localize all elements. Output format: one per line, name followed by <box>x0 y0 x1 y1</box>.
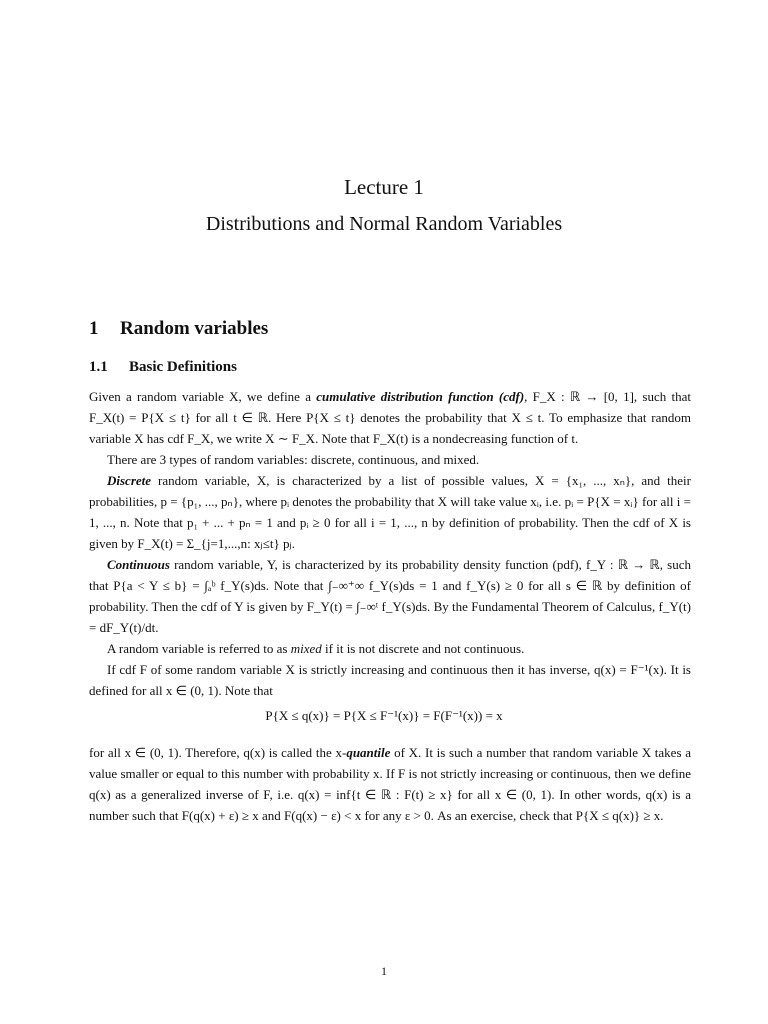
subsection-title: Basic Definitions <box>129 359 237 375</box>
lecture-title: Lecture 1 <box>344 175 424 199</box>
lecture-subtitle: Distributions and Normal Random Variables <box>205 213 563 235</box>
paragraph-text: for all x ∈ (0, 1). Therefore, q(x) is called the x- <box>89 745 347 760</box>
paragraph-cdf-definition <box>89 386 691 449</box>
paragraph-quantile <box>89 742 691 826</box>
section-heading <box>89 317 268 341</box>
paragraph-continuous <box>89 554 691 638</box>
term-quantile: quantile <box>346 745 391 760</box>
paragraph-text: , F_X : ℝ → [0, 1], such that F_X(t) = P{X ≤ t} for all t ∈ ℝ. Here P{X ≤ t} denotes the probability that X ≤ t. To emphasize that random variable X has cdf F_X, we write X ∼ F_X. Note that F_X(t) is a nondecreasing function of t. <box>89 389 691 446</box>
paragraph-text: random variable, Y, is characterized by its probability density function (pdf), f_Y : ℝ → ℝ, such that P{a < Y ≤ b} = ∫ₐᵇ f_Y(s)ds. Note that ∫₋∞⁺∞ f_Y(s)ds = 1 and f_Y(s) ≥ 0 for all s ∈ ℝ by definition of probability. Then the cdf of Y is given by F_Y(t) = ∫₋∞ᵗ f_Y(s)ds. By the Fundamental Theorem of Calculus, f_Y(t) = dF_Y(t)/dt. <box>89 557 691 635</box>
subsection-number: 1.1 <box>89 359 108 375</box>
term-cdf: cumulative distribution function (cdf) <box>316 389 525 404</box>
term-discrete: Discrete <box>107 473 152 488</box>
section-title: Random variables <box>120 318 269 339</box>
page-number: 1 <box>381 964 387 978</box>
paragraph-discrete <box>89 470 691 554</box>
paragraph-text: random variable, X, is characterized by a list of possible values, X = {x₁, ..., xₙ}, and their probabilities, p = {p₁, ..., pₙ}, where pᵢ denotes the probability that X will take value xᵢ, i.e. pᵢ = P{X = xᵢ} for all i = 1, ..., n. Note that p₁ + ... + pₙ = 1 and pᵢ ≥ 0 for all i = 1, ..., n by definition of probability. Then the cdf of X is given by F_X(t) = Σ_{j=1,...,n: xⱼ≤t} pⱼ. <box>89 473 691 551</box>
term-mixed: mixed <box>290 641 322 656</box>
paragraph-inverse: If cdf F of some random variable X is strictly increasing and continuous then it has inverse, q(x) = F⁻¹(x). It is defined for all x ∈ (0, 1). Note that <box>89 662 691 698</box>
term-continuous: Continuous <box>107 557 170 572</box>
display-formula: P{X ≤ q(x)} = P{X ≤ F⁻¹(x)} = F(F⁻¹(x)) = x <box>265 708 503 723</box>
paragraph-mixed <box>89 638 691 659</box>
paragraph-text: A random variable is referred to as <box>107 641 291 656</box>
paragraph-text: Given a random variable X, we define a <box>89 389 317 404</box>
paragraph-text: if it is not discrete and not continuous. <box>321 641 525 656</box>
body-text-upper <box>89 386 691 701</box>
paragraph-types: There are 3 types of random variables: discrete, continuous, and mixed. <box>107 452 480 467</box>
subsection-heading <box>89 357 237 377</box>
body-text-lower <box>89 742 691 826</box>
section-number: 1 <box>89 318 99 339</box>
paragraph-text: of X. It is such a number that random variable X takes a value smaller or equal to this number with probability x. If F is not strictly increasing or continuous, then we define q(x) as a generalized inverse of F, i.e. q(x) = inf{t ∈ ℝ : F(t) ≥ x} for all x ∈ (0, 1). In other words, q(x) is a number such that F(q(x) + ε) ≥ x and F(q(x) − ε) < x for any ε > 0. As an exercise, check that P{X ≤ q(x)} ≥ x. <box>89 745 691 823</box>
